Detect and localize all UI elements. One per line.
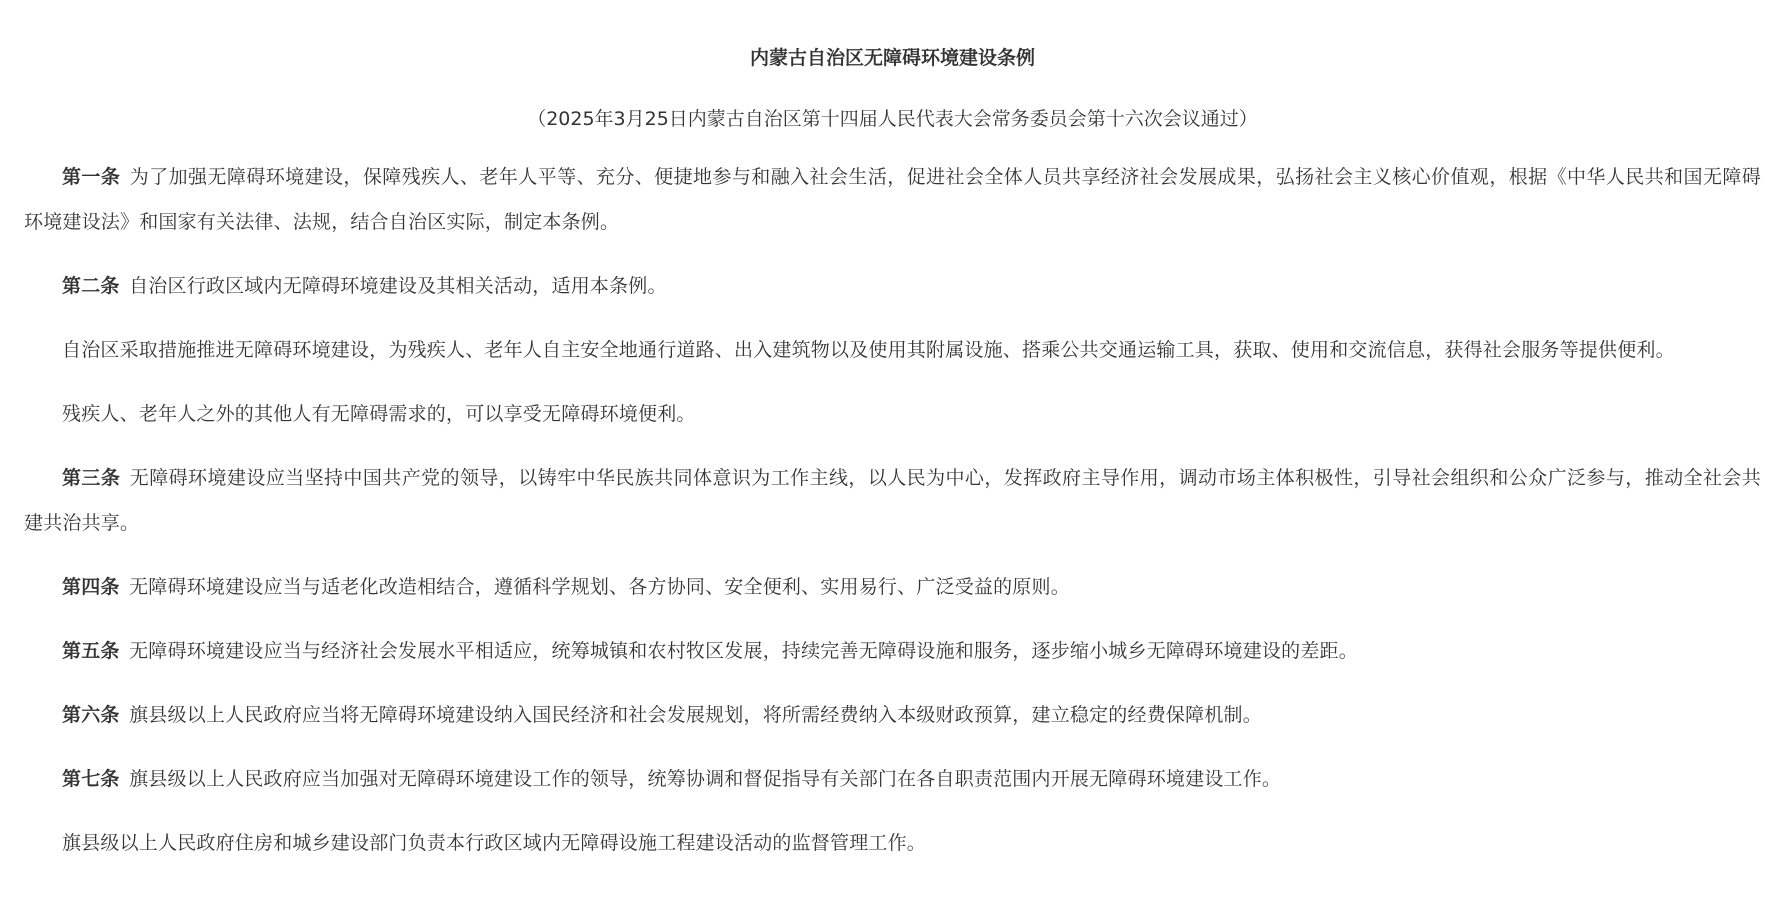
paragraph-text: 旗县级以上人民政府应当将无障碍环境建设纳入国民经济和社会发展规划，将所需经费纳入本级财政预算，建立稳定的经费保障机制。	[129, 704, 1262, 726]
document-body	[0, 44, 1785, 866]
article-number: 第五条	[62, 640, 120, 662]
paragraph-article-6	[24, 693, 1761, 738]
paragraph	[24, 392, 1761, 437]
paragraph-text: 无障碍环境建设应当与适老化改造相结合，遵循科学规划、各方协同、安全便利、实用易行、广泛受益的原则。	[129, 576, 1070, 598]
article-number: 第四条	[62, 576, 120, 598]
paragraph-article-4	[24, 565, 1761, 610]
paragraph	[24, 328, 1761, 373]
article-number: 第三条	[62, 467, 121, 489]
paragraph-text: 无障碍环境建设应当与经济社会发展水平相适应，统筹城镇和农村牧区发展，持续完善无障碍设施和服务，逐步缩小城乡无障碍环境建设的差距。	[129, 640, 1358, 662]
paragraph-article-1	[24, 155, 1761, 245]
paragraph-text: 无障碍环境建设应当坚持中国共产党的领导，以铸牢中华民族共同体意识为工作主线，以人民为中心，发挥政府主导作用，调动市场主体积极性，引导社会组织和公众广泛参与，推动全社会共建共治共享。	[24, 467, 1761, 534]
paragraph-article-2	[24, 264, 1761, 309]
paragraph-text: 残疾人、老年人之外的其他人有无障碍需求的，可以享受无障碍环境便利。	[62, 403, 696, 425]
paragraph-article-3	[24, 456, 1761, 546]
paragraph-text: 自治区采取措施推进无障碍环境建设，为残疾人、老年人自主安全地通行道路、出入建筑物以及使用其附属设施、搭乘公共交通运输工具，获取、使用和交流信息，获得社会服务等提供便利。	[62, 339, 1675, 361]
document-subtitle: （2025年3月25日内蒙古自治区第十四届人民代表大会常务委员会第十六次会议通过）	[527, 108, 1258, 130]
article-number: 第一条	[62, 166, 121, 188]
paragraph-article-7	[24, 757, 1761, 802]
paragraph-text: 旗县级以上人民政府住房和城乡建设部门负责本行政区域内无障碍设施工程建设活动的监督管理工作。	[62, 832, 927, 854]
paragraph	[24, 821, 1761, 866]
article-number: 第七条	[62, 768, 120, 790]
paragraph-article-5	[24, 629, 1761, 674]
article-number: 第二条	[62, 275, 120, 297]
paragraph-text: 自治区行政区域内无障碍环境建设及其相关活动，适用本条例。	[129, 275, 667, 297]
paragraph-text: 为了加强无障碍环境建设，保障残疾人、老年人平等、充分、便捷地参与和融入社会生活，促进社会全体人员共享经济社会发展成果，弘扬社会主义核心价值观，根据《中华人民共和国无障碍环境建设法》和国家有关法律、法规，结合自治区实际，制定本条例。	[24, 166, 1761, 233]
article-number: 第六条	[62, 704, 120, 726]
document-title: 内蒙古自治区无障碍环境建设条例	[749, 47, 1035, 69]
paragraph-text: 旗县级以上人民政府应当加强对无障碍环境建设工作的领导，统筹协调和督促指导有关部门在各自职责范围内开展无障碍环境建设工作。	[129, 768, 1282, 790]
